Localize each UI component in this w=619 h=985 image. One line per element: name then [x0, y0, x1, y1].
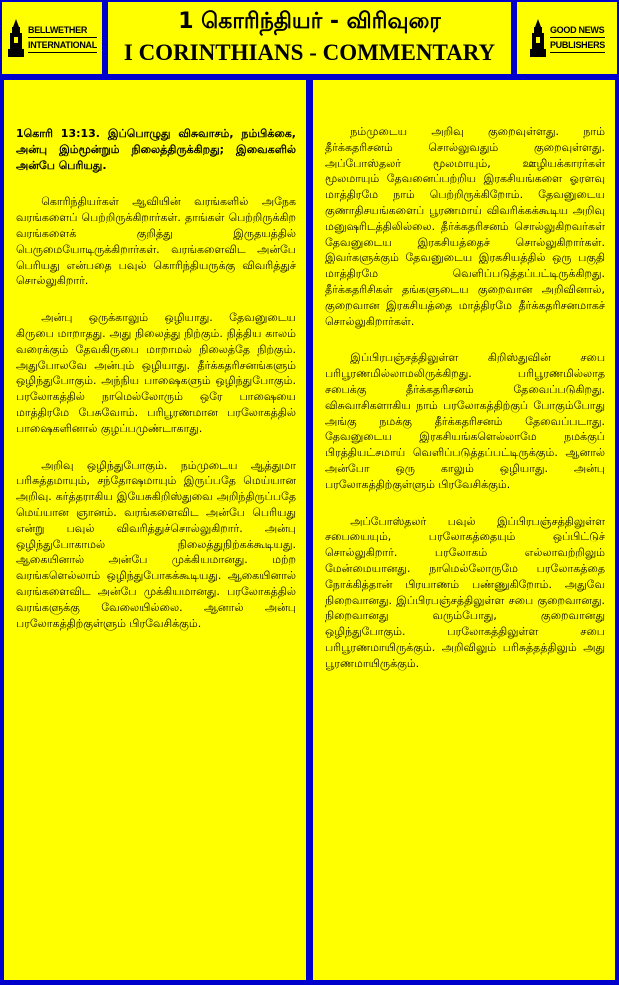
title-banner: [108, 2, 511, 74]
bell-tower-icon: [529, 19, 547, 57]
right-paragraph-2: இப்பிரபஞ்சத்திலுள்ள கிறிஸ்துவின் சபை பரிபூரணமில்லாமலிருக்கிறது. பரிபூரணமில்லாத சபைக்கு தீர்க்கதரிசனம் தேவைப்படுகிறது. விசுவாசிகளாகிய நாம் பரலோகத்திற்குப் போகும்போது அங்கு நமக்கு தீர்க்கதரிசனம் தேவைப்படாது. தேவனுடைய இரகசியங்களெல்லாமே நமக்குப் பிரத்தியட்சமாய் வெளிப்படுத்தப்பட்டிருக்கும். ஆனால் அன்போ ஒரு காலும் ஒழியாது. அன்பு பரலோகத்திற்குள்ளும் பிரவேசிக்கும்.: [325, 351, 605, 491]
left-column: [4, 80, 306, 980]
left-logo-line-2: INTERNATIONAL: [28, 38, 97, 53]
page-title-english: I CORINTHIANS - COMMENTARY: [123, 40, 496, 65]
right-paragraph-1: நம்முடைய அறிவு குறைவுள்ளது. நாம் தீர்க்கதரிசனம் சொல்லுவதும் குறைவுள்ளது. அப்போஸ்தலர் மூலமாயும், ஊழியக்காரர்கள் மூலமாயும் தேவனைப்பற்றிய இரகசியங்களை ஓரளவு மாத்திரமே நாம் பெற்றிருக்கிறோம். தேவனுடைய குணாதிசயங்களைப் பூரணமாய் விவரிக்கக்கூடிய அறிவு மனுஷரிடத்திலில்லை. தீர்க்கதரிசனம் சொல்லுகிறவர்கள் தேவனுடைய இரகசியத்தைச் சொல்லுகிறார்கள். இவர்களுக்கும் தேவனுடைய இரகசியத்தில் ஒரு பகுதி மாத்திரமே வெளிப்படுத்தப்பட்டிருக்கிறது. தீர்க்கதரிசிகள் தங்களுடைய குறைவான அறிவினால், குறைவான இரகசியத்தை மாத்திரமே தீர்க்கதரிசனமாகச் சொல்லுகிறார்கள்.: [325, 125, 605, 328]
verse-heading: 1கொரி 13:13. இப்பொழுது விசுவாசம், நம்பிக்கை, அன்பு இம்மூன்றும் நிலைத்திருக்கிறது; இவைகளில் அன்பே பெரியது.: [16, 127, 296, 172]
good-news-logo: [517, 2, 617, 74]
bell-tower-icon: [7, 19, 25, 57]
right-logo-line-2: PUBLISHERS: [550, 38, 605, 53]
bellwether-logo: [2, 2, 102, 74]
page-header: [2, 2, 617, 74]
page-title-tamil: 1 கொரிந்தியர் - விரிவுரை: [178, 9, 441, 34]
right-paragraph-3: அப்போஸ்தலர் பவுல் இப்பிரபஞ்சத்திலுள்ள சபையையும், பரலோகத்தையும் ஒப்பிட்டுச் சொல்லுகிறார். பரலோகம் எல்லாவற்றிலும் மேன்மையானது. நாமெல்லோருமே பரலோகத்தை நோக்கித்தான் பிரயாணம் பண்ணுகிறோம். அதுவே நிறைவானது. இப்பிரபஞ்சத்திலுள்ள சபை குறைவானது. நிறைவானது வரும்போது, குறைவானது ஒழிந்துபோகும். பரலோகத்திலுள்ள சபை பரிபூரணமாயிருக்கும். அறிவிலும் பரிசுத்தத்திலும் அது பூரணமாயிருக்கும்.: [325, 514, 605, 670]
left-paragraph-1: கொரிந்தியர்கள் ஆவியின் வரங்களில் அநேக வரங்களைப் பெற்றிருக்கிறார்கள். தாங்கள் பெற்றிருக்கிற வரங்களைக் குறித்து இருதயத்தில் பெருமையோடிருக்கிறார்கள். வரங்களைவிட அன்பே பெரியது என்பதை பவுல் கொரிந்தியருக்கு விவரித்துச் சொல்லுகிறார்.: [16, 195, 296, 288]
right-logo-line-1: GOOD NEWS: [550, 23, 605, 38]
right-column: [313, 80, 615, 980]
left-paragraph-2: அன்பு ஒருக்காலும் ஒழியாது. தேவனுடைய கிருபை மாறாதது. அது நிலைத்து நிற்கும். நித்திய காலம் வரைக்கும் தேவகிருபை மாறாமல் நிலைத்தே நிற்கும். அதுபோலவே அன்பும் ஒழியாது. தீர்க்கதரிசனங்களும் ஒழிந்துபோகும். அந்நிய பாஷைகளும் ஒழிந்துபோகும். பரலோகத்தில் நாமெல்லோரும் ஒரே பாஷையை மாத்திரமே பேசுவோம். பரிபூரணமான பரலோகத்தில் பாஷைகளினால் குழப்பமுண்டாகாது.: [16, 311, 296, 435]
left-logo-line-1: BELLWETHER: [28, 23, 97, 38]
left-paragraph-3: அறிவு ஒழிந்துபோகும். நம்முடைய ஆத்துமா பரிசுத்தமாயும், சந்தோஷமாயும் இருப்பதே மெய்யான அறிவு. கர்த்தராகிய இயேசுகிறிஸ்துவை அறிந்திருப்பதே மெய்யான ஞானம். வரங்களைவிட அன்பே பெரியது என்று பவுல் விவரித்துச்சொல்லுகிறார். அன்பு ஒழிந்துபோகாமல் நிலைத்துநிற்கக்கூடியது. ஆகையினால் அன்பே முக்கியமானது. மற்ற வரங்களெல்லாம் ஒழிந்துபோகக்கூடியது. ஆகையினால் வரங்களைவிட அன்பே முக்கியமானது. பரலோகத்தில் வரங்களுக்கு வேலையில்லை. ஆனால் அன்பு பரலோகத்திற்குள்ளும் பிரவேசிக்கும்.: [16, 458, 296, 630]
